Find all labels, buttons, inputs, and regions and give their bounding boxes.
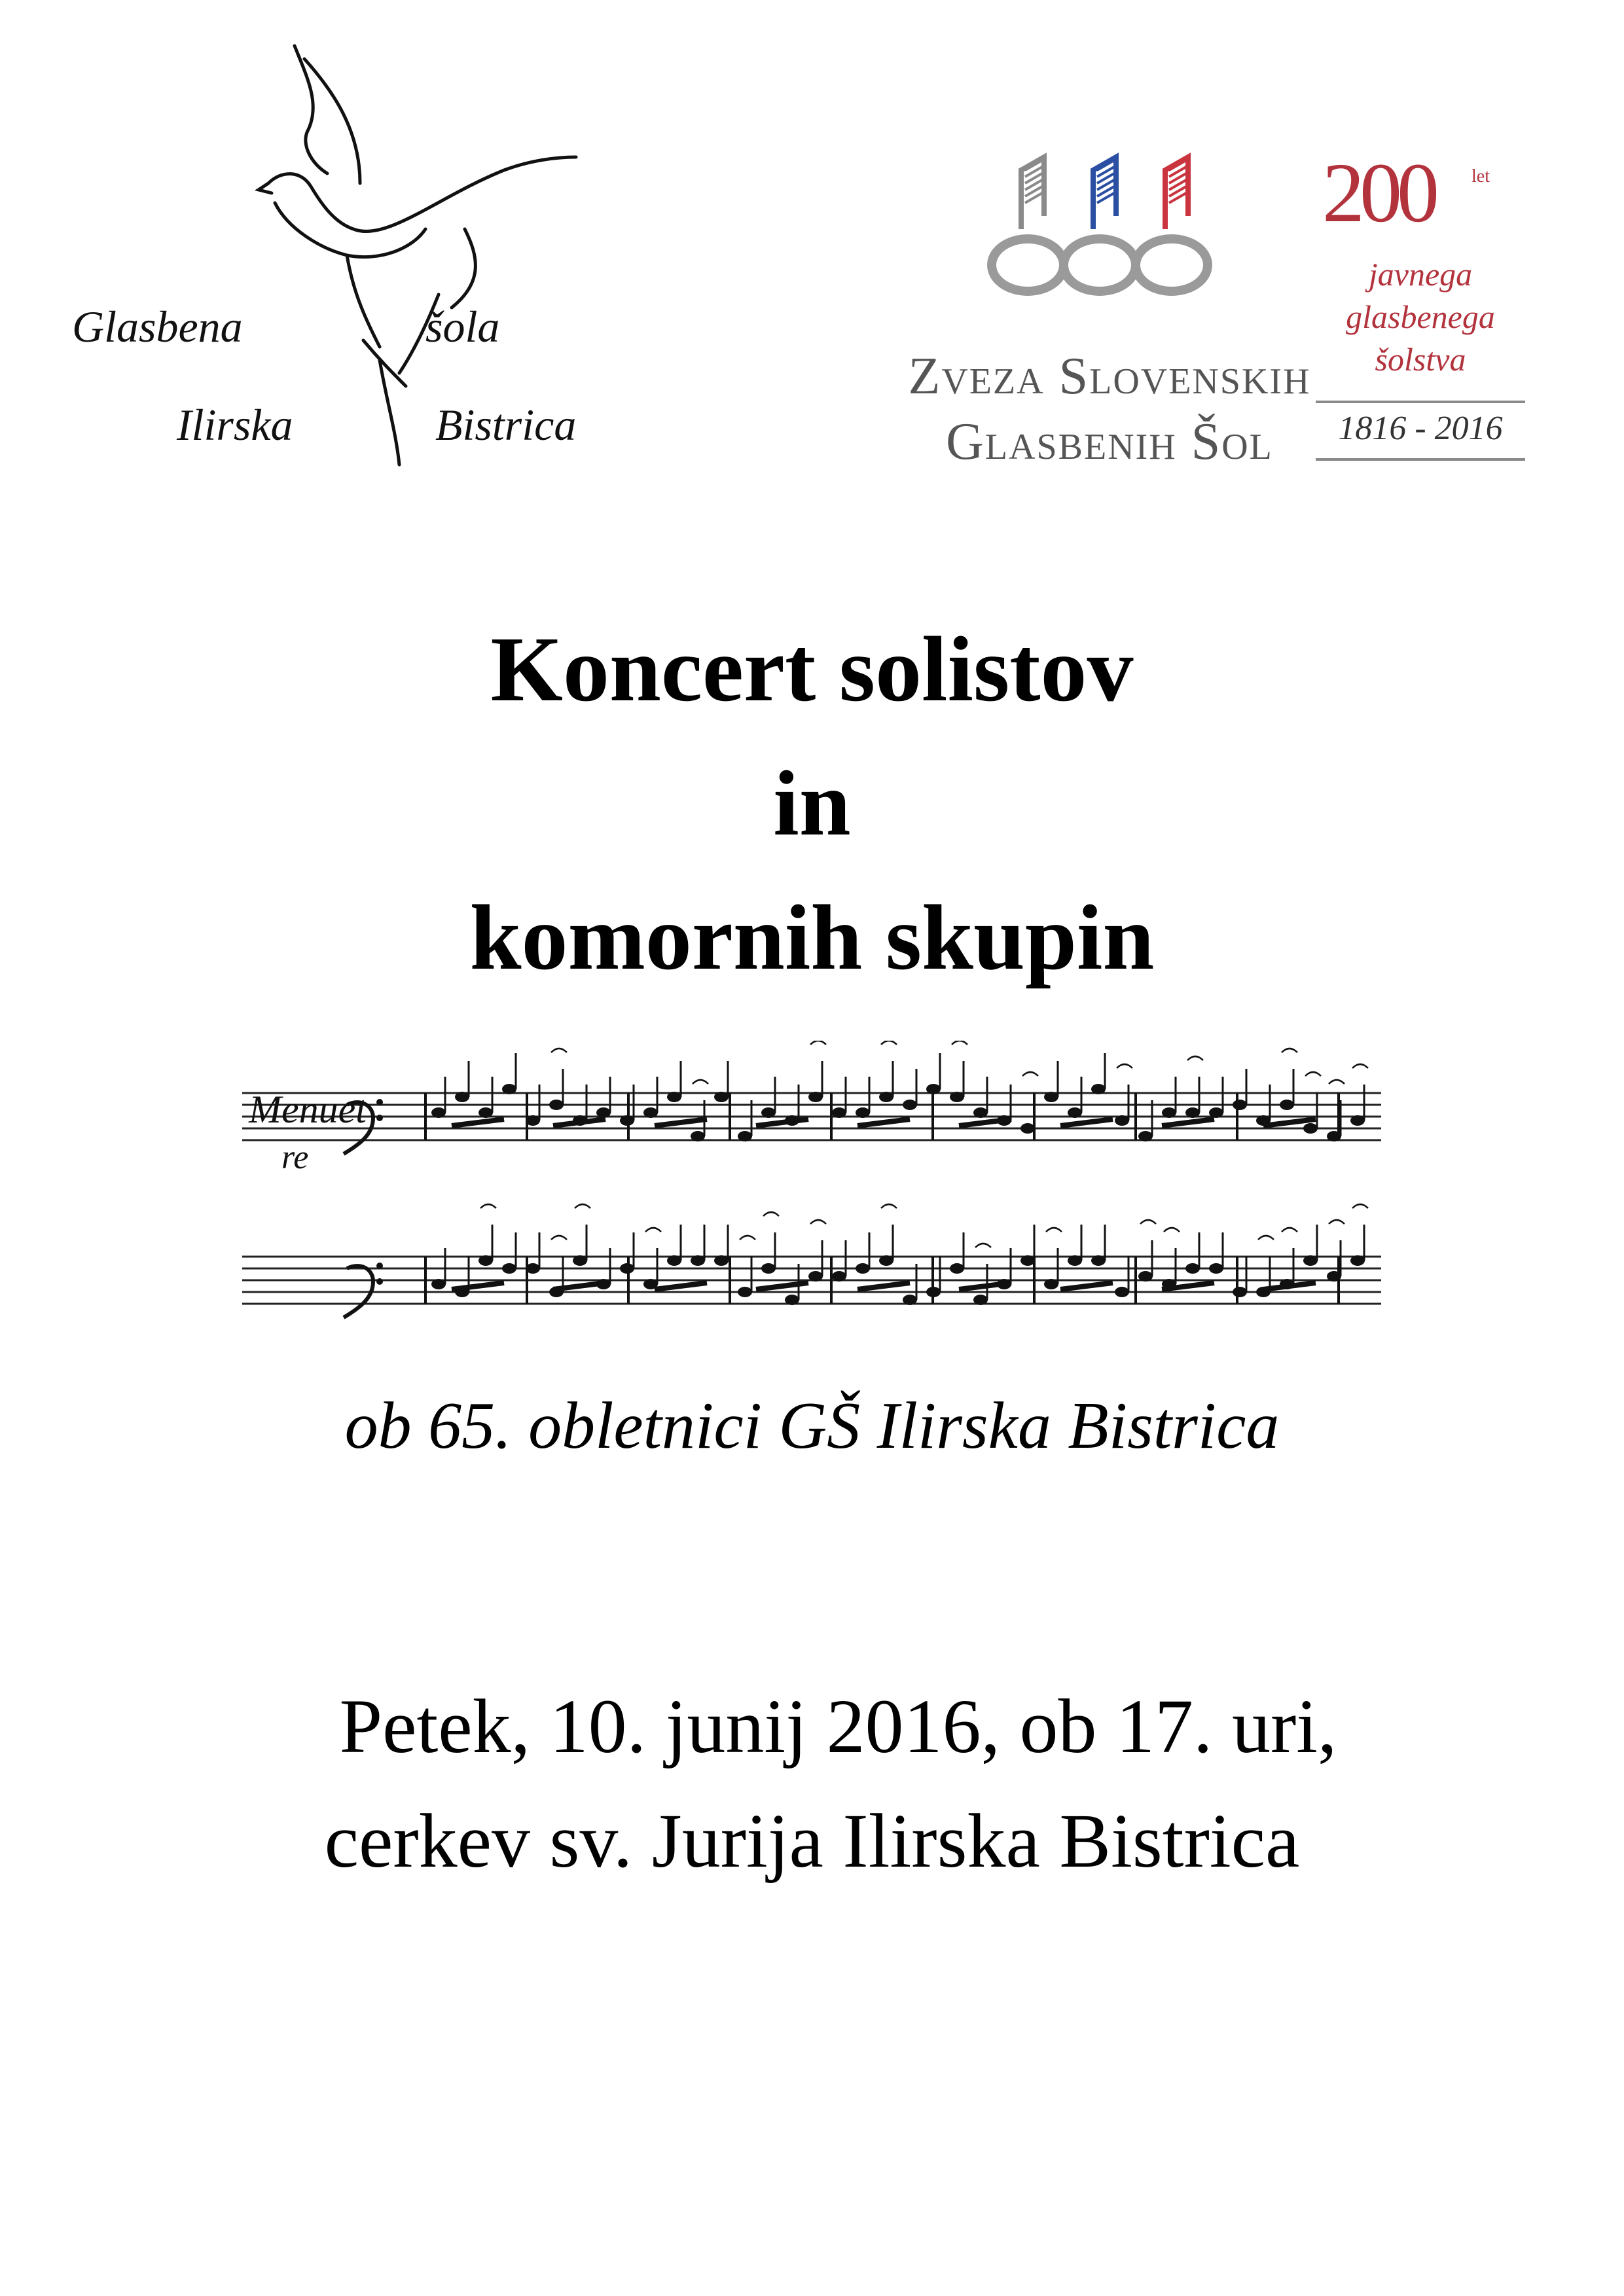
score-tempo: Menuet [249,1088,367,1131]
event-venue: cerkev sv. Jurija Ilirska Bistrica [324,1798,1300,1884]
anniversary-text-1: javnega [1368,256,1473,293]
anniversary-text-3: šolstva [1375,341,1466,378]
logo-word-ilirska: Ilirska [177,400,293,450]
logo-word-bistrica: Bistrica [435,400,577,450]
logo-word-sola: šola [425,302,500,351]
school-logo [72,33,615,478]
event-date: Petek, 10. junij 2016, ob 17. uri, [339,1683,1337,1769]
anniversary-rule-top [1316,401,1525,403]
anniversary-years: 1816 - 2016 [1338,410,1503,447]
title-line-2: in [773,751,851,855]
subtitle: ob 65. obletnici GŠ Ilirska Bistrica [344,1389,1280,1463]
staff-2 [242,1204,1381,1318]
association-logo [903,137,1316,478]
association-name-line1: Zveza Slovenskih [908,348,1311,405]
music-score-image [242,1041,1394,1361]
staff-1 [242,1041,1381,1154]
title-line-3: komornih skupin [469,886,1155,989]
anniversary-unit: let [1471,166,1490,187]
anniversary-text-2: glasbenega [1346,298,1495,335]
linked-rings-icon [982,137,1257,308]
association-name-line2: Glasbenih Šol [946,413,1273,471]
music-score-svg [242,1041,1394,1361]
score-tempo-2: re [281,1139,309,1176]
anniversary-number: 200 [1322,146,1434,240]
logo-word-glasbena: Glasbena [72,302,243,351]
anniversary-badge [1309,144,1545,484]
title-line-1: Koncert solistov [490,617,1134,721]
anniversary-rule-bottom [1316,458,1525,461]
